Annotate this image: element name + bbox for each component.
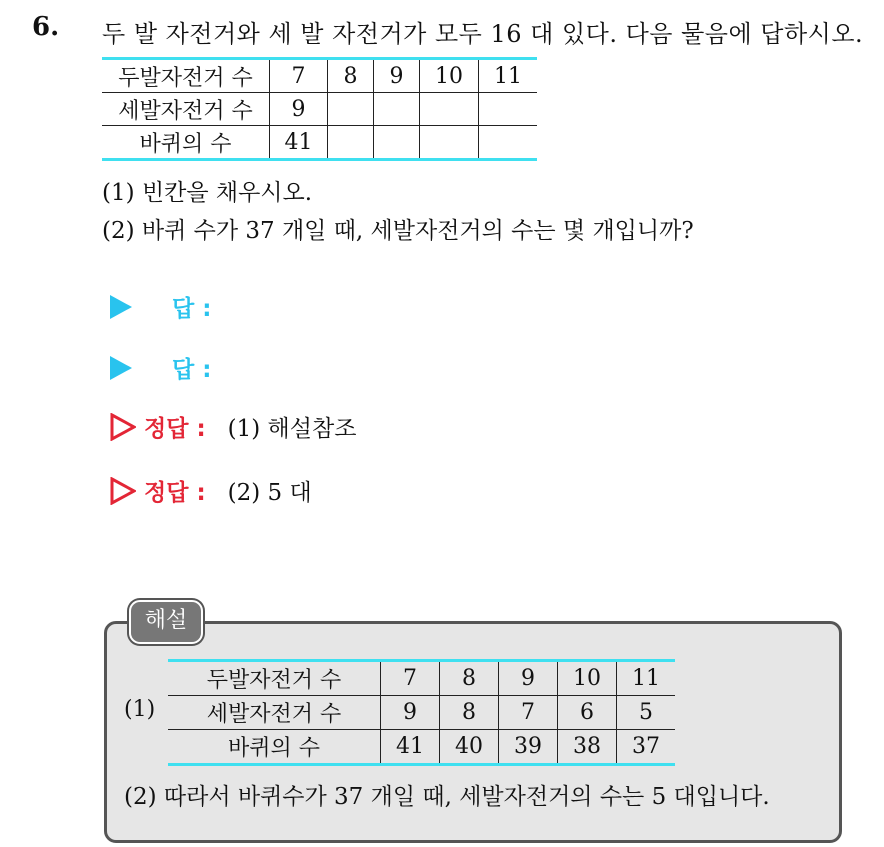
table-cell-empty (328, 126, 374, 160)
row-label: 세발자전거 수 (102, 93, 270, 126)
outline-triangle-icon (110, 477, 136, 505)
table-cell: 7 (270, 59, 328, 93)
table-cell-empty (328, 93, 374, 126)
table-cell: 6 (558, 696, 617, 730)
table-cell: 40 (440, 730, 499, 765)
table-cell: 8 (440, 661, 499, 696)
row-label: 두발자전거 수 (102, 59, 270, 93)
table-cell: 10 (420, 59, 479, 93)
table-cell: 8 (440, 696, 499, 730)
row-label: 세발자전거 수 (168, 696, 381, 730)
table-cell-empty (374, 93, 420, 126)
subquestion-1: (1) 빈칸을 채우시오. (102, 180, 313, 206)
explanation-part1-number: (1) (124, 697, 156, 722)
correct-label: 정답 : (144, 480, 206, 506)
table-cell-empty (420, 93, 479, 126)
table-row (102, 93, 537, 126)
table-row (102, 59, 537, 93)
row-label: 바퀴의 수 (168, 730, 381, 765)
outline-triangle-icon (110, 413, 136, 441)
explanation-part2: (2) 따라서 바퀴수가 37 개일 때, 세발자전거의 수는 5 대입니다. (124, 784, 770, 810)
table-cell: 37 (617, 730, 676, 765)
table-row (168, 730, 675, 765)
explanation-table (168, 659, 675, 766)
correct-value: (1) 해설참조 (227, 416, 357, 442)
answer-label: 답 : (172, 296, 212, 322)
answer-row-2 (110, 351, 211, 384)
table-cell: 41 (381, 730, 440, 765)
row-label: 바퀴의 수 (102, 126, 270, 160)
table-cell: 9 (374, 59, 420, 93)
table-cell-empty (374, 126, 420, 160)
table-row (168, 661, 675, 696)
table-cell: 5 (617, 696, 676, 730)
subquestion-2: (2) 바퀴 수가 37 개일 때, 세발자전거의 수는 몇 개입니까? (102, 218, 694, 244)
correct-label: 정답 : (144, 416, 206, 442)
row-label: 두발자전거 수 (168, 661, 381, 696)
explanation-tag: 해설 (129, 600, 203, 644)
table-cell: 39 (499, 730, 558, 765)
answer-row-1 (110, 290, 211, 323)
table-row (102, 126, 537, 160)
play-arrow-icon (110, 295, 132, 319)
table-cell: 9 (270, 93, 328, 126)
question-number: 6. (32, 12, 60, 42)
table-cell: 8 (328, 59, 374, 93)
table-cell: 7 (381, 661, 440, 696)
table-cell-empty (479, 93, 538, 126)
table-cell: 9 (499, 661, 558, 696)
table-cell: 38 (558, 730, 617, 765)
table-cell: 11 (479, 59, 538, 93)
table-cell: 41 (270, 126, 328, 160)
correct-answer-row-2 (110, 474, 312, 507)
table-cell-empty (479, 126, 538, 160)
answer-label: 답 : (172, 357, 212, 383)
correct-value: (2) 5 대 (227, 480, 312, 506)
question-table (102, 57, 537, 161)
table-cell-empty (420, 126, 479, 160)
table-row (168, 696, 675, 730)
play-arrow-icon (110, 356, 132, 380)
table-cell: 7 (499, 696, 558, 730)
table-cell: 10 (558, 661, 617, 696)
correct-answer-row-1 (110, 410, 356, 443)
table-cell: 11 (617, 661, 676, 696)
question-text: 두 발 자전거와 세 발 자전거가 모두 16 대 있다. 다음 물음에 답하시오. (102, 20, 864, 48)
table-cell: 9 (381, 696, 440, 730)
